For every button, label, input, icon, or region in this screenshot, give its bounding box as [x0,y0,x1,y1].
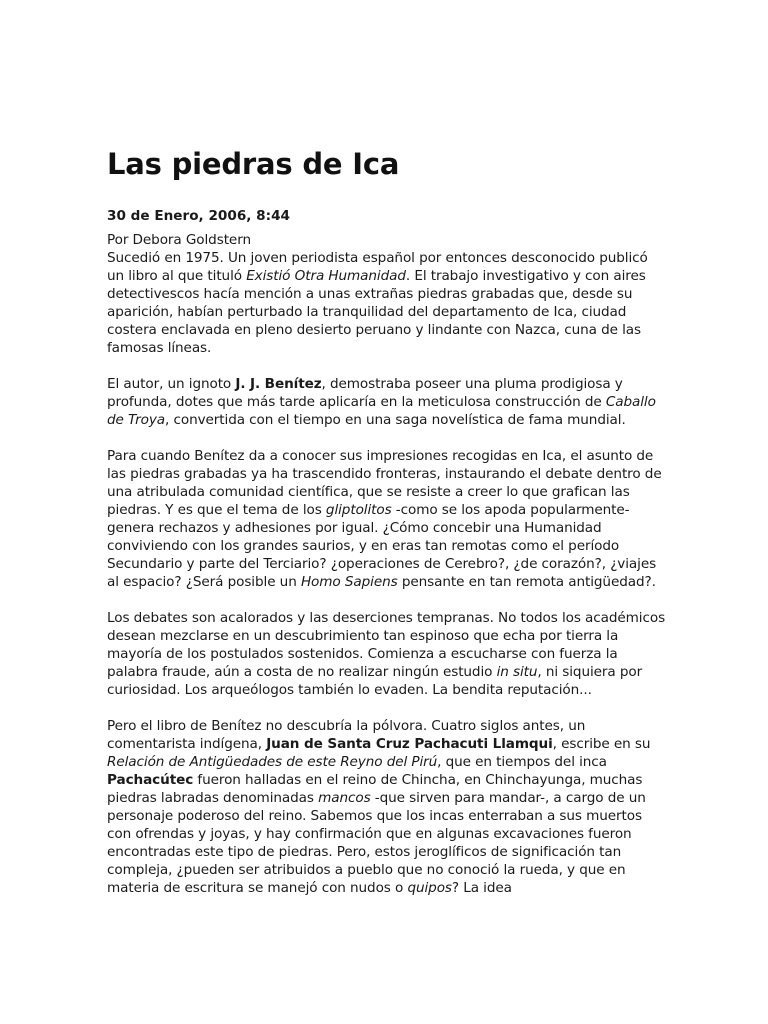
text-run: Sucedió en 1975. Un joven periodista español por entonces desconocido publicó un libro al que tituló [107,250,648,284]
italic-text: Caballo de Troya [107,394,656,428]
italic-text: Homo Sapiens [300,574,398,590]
text-run: , ni siquiera por curiosidad. Los arqueólogos también lo evaden. La bendita reputación... [107,664,643,698]
text-run: ? La idea [451,880,512,896]
text-run: pensante en tan remota antigüedad?. [397,574,656,590]
text-run: Pero el libro de Benítez no descubría la pólvora. Cuatro siglos antes, un comentarista indígena, [107,718,586,752]
text-run: -que sirven para mandar-, a cargo de un personaje poderoso del reino. Sabemos que los incas enterraban a sus muertos con ofrendas y joyas, y hay confirmación que en algunas excavaciones fueron encontradas este tipo de piedras. Pero, estos jeroglíficos de significación tan compleja, ¿pueden ser atribuidos a pueblo que no conoció la rueda, y que en materia de escritura se manejó con nudos o [107,790,646,896]
article-author: Por Debora Goldstern [107,232,251,248]
italic-text: gliptolitos [325,502,392,518]
bold-text: J. J. Benítez [235,376,322,392]
article-date: 30 de Enero, 2006, 8:44 [107,208,290,224]
text-run: Los debates son acalorados y las deserciones tempranas. No todos los académicos desean mezclarse en un descubrimiento tan espinoso que echa por tierra la mayoría de los postulados sostenidos. Comienza a escucharse con fuerza la palabra fraude, aún a costa de no realizar ningún estudio [107,610,666,680]
italic-text: in situ [496,664,538,680]
text-run: fueron halladas en el reino de Chincha, en Chinchayunga, muchas piedras labradas denominadas [107,772,643,806]
article [107,146,667,915]
bold-text: Juan de Santa Cruz Pachacuti Llamqui [266,736,553,752]
bold-text: Pachacútec [107,772,194,788]
article-paragraph [107,717,667,897]
italic-text: quipos [407,880,452,896]
text-run: , escribe en su [552,736,651,752]
article-paragraph [107,609,667,699]
article-paragraph [107,447,667,591]
text-run: El autor, un ignoto [107,376,236,392]
text-run: Para cuando Benítez da a conocer sus impresiones recogidas en Ica, el asunto de las piedras grabadas ya ha trascendido fronteras, instaurando el debate dentro de una atribulada comunidad científica, que se resiste a creer lo que grafican las piedras. Y es que el tema de los [107,448,662,518]
article-paragraph [107,375,667,429]
article-title: Las piedras de Ica [107,147,400,181]
text-run: . El trabajo investigativo y con aires detectivescos hacía mención a unas extrañas piedras grabadas que, desde su aparición, habían perturbado la tranquilidad del departamento de Ica, ciudad costera enclavada en pleno desierto peruano y lindante con Nazca, cuna de las famosas líneas. [107,268,646,356]
text-run: , demostraba poseer una pluma prodigiosa y profunda, dotes que más tarde aplicaría en la meticulosa construcción de [107,376,623,410]
text-run: , que en tiempos del inca [437,754,607,770]
article-body [107,249,667,897]
italic-text: Relación de Antigüedades de este Reyno del Pirú [107,754,438,770]
italic-text: Existió Otra Humanidad [246,268,406,284]
text-run: , convertida con el tiempo en una saga novelística de fama mundial. [165,412,626,428]
article-paragraph [107,249,667,357]
italic-text: mancos [318,790,371,806]
text-run: -como se los apoda popularmente- genera rechazos y adhesiones por igual. ¿Cómo concebir una Humanidad conviviendo con los grandes saurios, y en eras tan remotas como el período Secundario y parte del Terciario? ¿operaciones de Cerebro?, ¿de corazón?, ¿viajes al espacio? ¿Será posible un [107,502,657,590]
